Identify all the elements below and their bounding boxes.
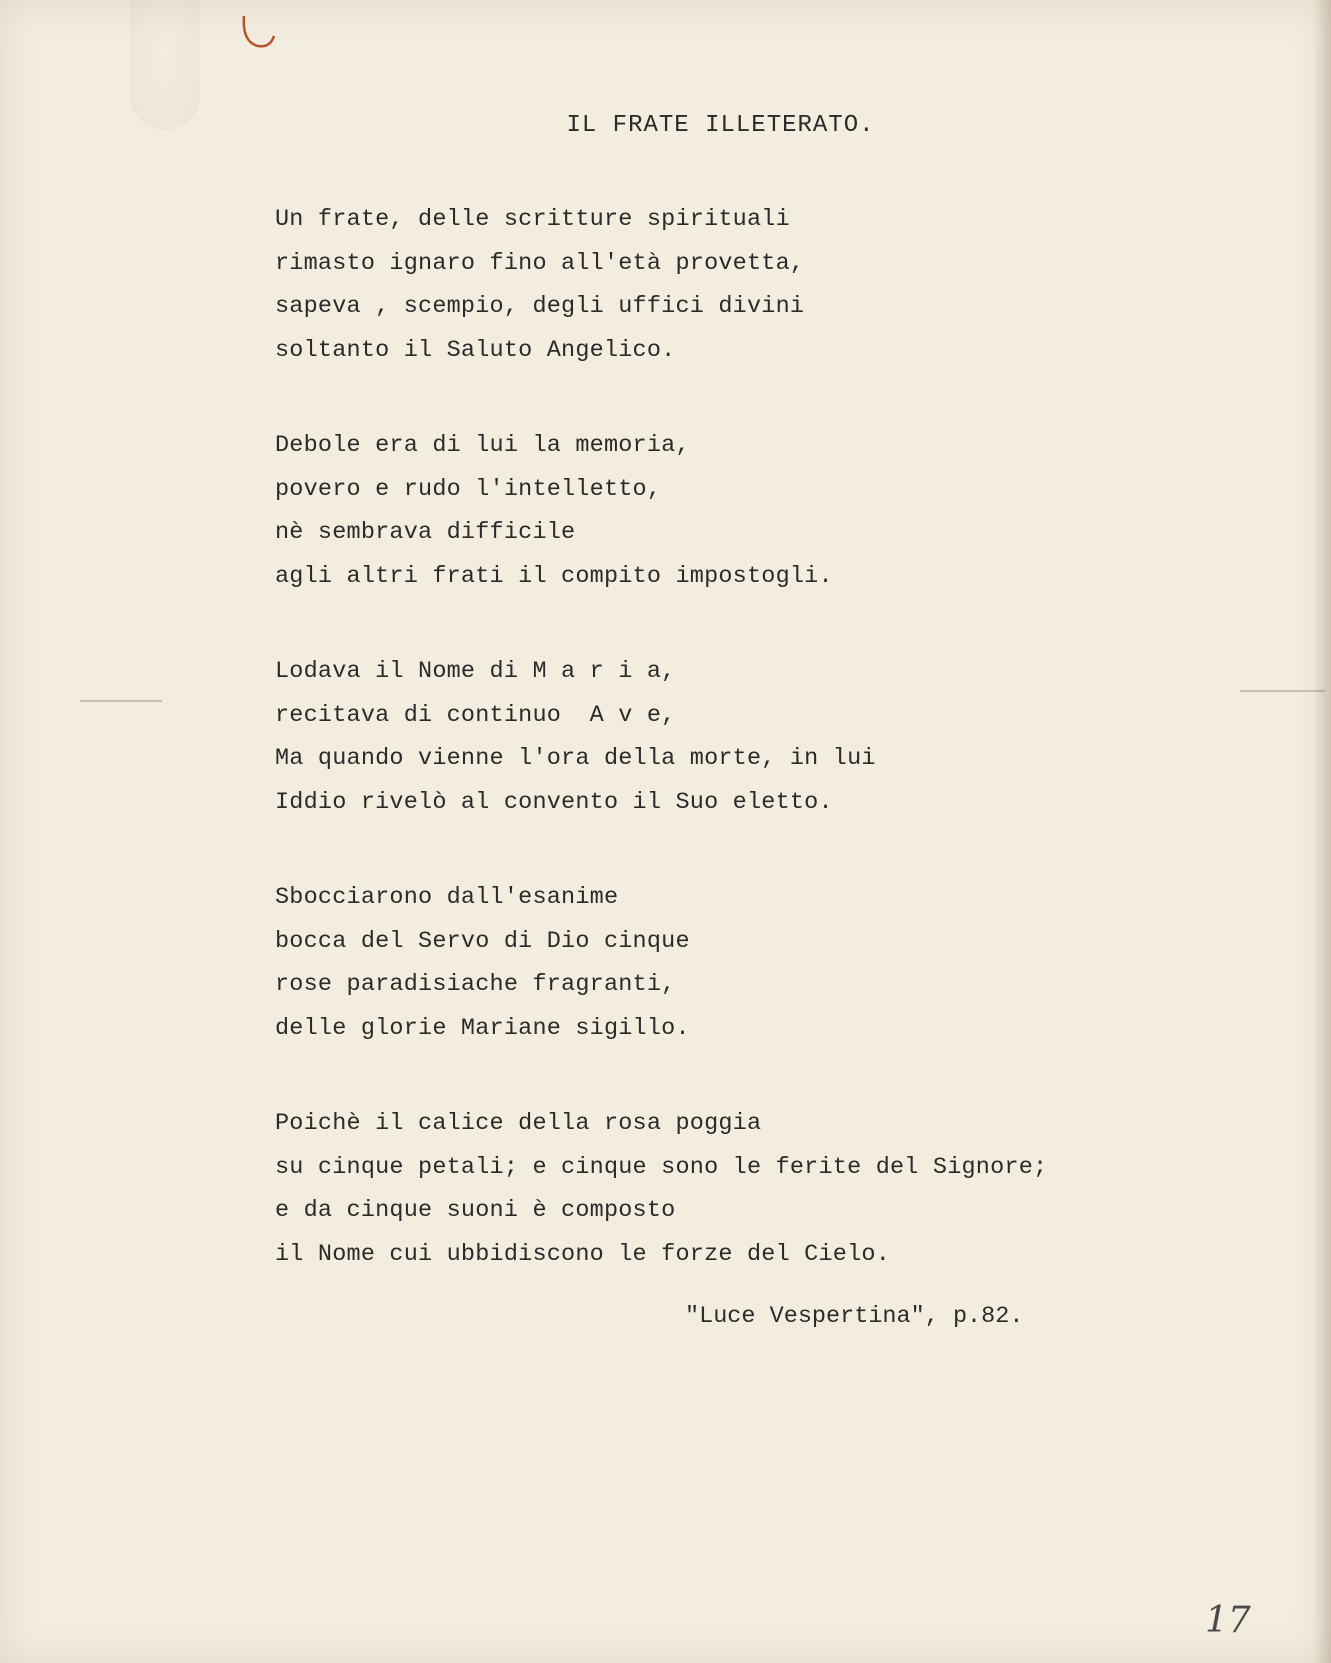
poem-line: Debole era di lui la memoria, — [275, 432, 690, 459]
poem-title: IL FRATE ILLETERATO. — [566, 112, 875, 139]
poem-line: rimasto ignaro fino all'età provetta, — [275, 249, 805, 277]
poem-line: rose paradisiache fragranti, — [275, 971, 676, 998]
poem-line: il Nome cui ubbidiscono le forze del Cielo. — [275, 1240, 890, 1268]
poem-line: bocca del Servo di Dio cinque — [275, 927, 690, 955]
poem-line: Poichè il calice della rosa poggia — [275, 1110, 762, 1137]
poem-line: e da cinque suoni è composto — [275, 1197, 676, 1224]
poem-line: su cinque petali; e cinque sono le ferite del Signore; — [275, 1153, 1048, 1181]
stanza — [275, 198, 1175, 372]
stanza — [275, 650, 1175, 824]
fold-line-left — [80, 700, 162, 702]
poem-line: recitava di continuo A v e, — [275, 701, 676, 729]
staple-mark — [240, 12, 278, 52]
poem-line: Sbocciarono dall'esanime — [275, 884, 619, 911]
stanza — [275, 876, 1175, 1050]
poem-line: agli altri frati il compito impostogli. — [275, 562, 833, 590]
page-edge-shadow — [1313, 0, 1331, 1663]
poem-line: Un frate, delle scritture spirituali — [275, 206, 790, 233]
poem-line: Iddio rivelò al convento il Suo eletto. — [275, 788, 833, 816]
poem-line: nè sembrava difficile — [275, 519, 576, 546]
poem-line: povero e rudo l'intelletto, — [275, 475, 662, 503]
poem-line: sapeva , scempio, degli uffici divini — [275, 293, 805, 320]
stanza — [275, 1102, 1175, 1276]
stanza — [275, 424, 1175, 598]
poem-body — [275, 198, 1175, 1328]
poem-line: delle glorie Mariane sigillo. — [275, 1014, 690, 1042]
page-number: 17 — [1205, 1600, 1251, 1641]
paper-crease — [130, 0, 200, 130]
poem-line: Lodava il Nome di M a r i a, — [275, 658, 676, 685]
poem-line: soltanto il Saluto Angelico. — [275, 336, 676, 364]
source-citation: "Luce Vespertina", p.82. — [685, 1303, 1024, 1330]
poem-line: Ma quando vienne l'ora della morte, in lui — [275, 745, 876, 772]
